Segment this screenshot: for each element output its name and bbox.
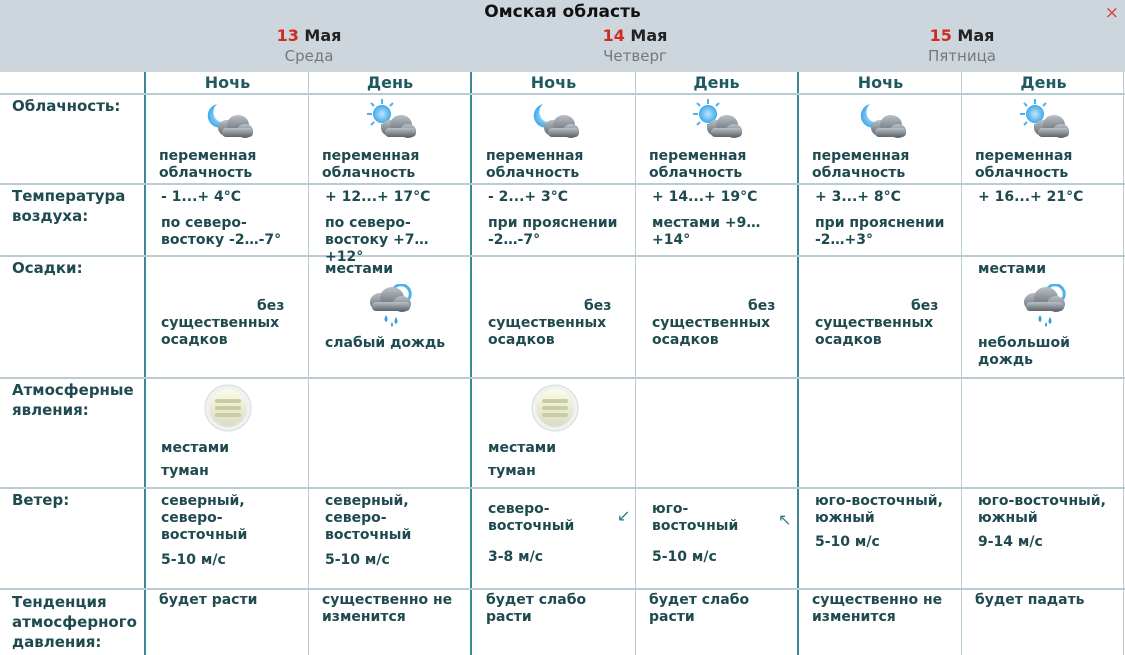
wind-speed: 5-10 м/с: [652, 549, 717, 565]
temperature-value: + 16...+ 21°C: [978, 189, 1084, 205]
wind-arrow-icon: ↙: [617, 506, 631, 525]
wind-direction: юго-восточный: [652, 501, 739, 534]
sun-cloud-icon: [366, 98, 418, 142]
pressure-tendency: будет расти: [159, 592, 258, 608]
wind-direction: северо-восточный: [488, 501, 575, 534]
wind-direction: юго-восточный, южный: [815, 493, 943, 526]
phenomena-value: туман: [161, 463, 209, 479]
precipitation-value: без существенных осадков: [161, 298, 285, 348]
day-month: Мая: [957, 26, 995, 45]
temperature-note: при прояснении -2…+3°: [815, 215, 945, 248]
day-header-3: [799, 26, 1125, 65]
temperature-value: - 1...+ 4°C: [161, 189, 242, 205]
period-label: Ночь: [204, 73, 251, 92]
phenomena-qualifier: местами: [161, 440, 230, 456]
precipitation-text: [161, 298, 287, 349]
period-label: Ночь: [857, 73, 904, 92]
cloudiness-text: переменная облачность: [812, 148, 910, 181]
wind-arrow-icon: ↖: [778, 510, 792, 529]
sun-cloud-icon: [692, 98, 744, 142]
pressure-tendency: существенно не изменится: [812, 592, 943, 625]
period-label: День: [1020, 73, 1067, 92]
cloudiness-text: переменная облачность: [322, 148, 420, 181]
pressure-tendency: будет слабо расти: [649, 592, 750, 625]
column-divider: [635, 72, 636, 655]
row-divider: [0, 183, 1125, 185]
period-row: [0, 72, 1125, 94]
pressure-tendency: будет падать: [975, 592, 1085, 608]
column-divider: [961, 72, 962, 655]
precipitation-value: без существенных осадков: [488, 298, 612, 348]
temperature-value: - 2...+ 3°C: [488, 189, 569, 205]
day-number: 14: [602, 26, 625, 45]
day-month: Мая: [630, 26, 668, 45]
fog-icon: [531, 384, 579, 432]
precipitation-text: [488, 298, 614, 349]
moon-cloud-icon: [529, 98, 581, 142]
forecast-header: [0, 0, 1125, 72]
moon-cloud-icon: [856, 98, 908, 142]
phenomena-qualifier: местами: [488, 440, 557, 456]
row-label-wind: Ветер:: [12, 491, 70, 509]
column-divider: [1123, 72, 1124, 655]
wind-speed: 5-10 м/с: [325, 552, 390, 568]
row-divider: [0, 377, 1125, 379]
row-divider: [0, 487, 1125, 489]
fog-icon: [204, 384, 252, 432]
pressure-tendency: будет слабо расти: [486, 592, 587, 625]
precipitation-value: без существенных осадков: [815, 298, 939, 348]
precipitation-text: [652, 298, 778, 349]
weekday: Пятница: [928, 47, 996, 65]
temperature-note: по северо-востоку +7…+12°: [325, 215, 429, 265]
rain-cloud-icon: [1018, 284, 1070, 328]
wind-speed: 5-10 м/с: [161, 552, 226, 568]
wind-direction: северный, северо-восточный: [325, 493, 412, 543]
row-label-temperature: Температура воздуха:: [12, 187, 126, 225]
precipitation-qualifier: местами: [325, 261, 394, 277]
temperature-note: по северо-востоку -2…-7°: [161, 215, 282, 248]
row-label-pressure: Тенденция атмосферного давления:: [12, 593, 137, 651]
day-number: 13: [276, 26, 299, 45]
row-label-precipitation: Осадки:: [12, 259, 83, 277]
rain-cloud-icon: [364, 284, 416, 328]
precipitation-value: небольшой дождь: [978, 335, 1070, 368]
region-title: Омская область: [484, 2, 641, 22]
day-header-1: [146, 26, 472, 65]
weekday: Среда: [284, 47, 334, 65]
temperature-note: при прояснении -2…-7°: [488, 215, 618, 248]
period-label: День: [366, 73, 414, 92]
row-divider: [0, 588, 1125, 590]
wind-speed: 3-8 м/с: [488, 549, 544, 565]
column-divider: [144, 72, 146, 655]
cloudiness-text: переменная облачность: [975, 148, 1073, 181]
period-label: Ночь: [530, 73, 577, 92]
phenomena-value: туман: [488, 463, 536, 479]
precipitation-text: [815, 298, 941, 349]
row-label-cloudiness: Облачность:: [12, 97, 121, 115]
wind-direction: юго-восточный, южный: [978, 493, 1106, 526]
temperature-value: + 14...+ 19°C: [652, 189, 758, 205]
precipitation-value: без существенных осадков: [652, 298, 776, 348]
day-number: 15: [929, 26, 952, 45]
moon-cloud-icon: [203, 98, 255, 142]
temperature-note: местами +9…+14°: [652, 215, 761, 248]
day-header-2: [472, 26, 798, 65]
wind-direction: северный, северо-восточный: [161, 493, 248, 543]
wind-speed: 5-10 м/с: [815, 534, 880, 550]
cloudiness-text: переменная облачность: [649, 148, 747, 181]
temperature-value: + 12...+ 17°C: [325, 189, 431, 205]
row-divider: [0, 93, 1125, 95]
cloudiness-text: переменная облачность: [486, 148, 584, 181]
close-icon[interactable]: ×: [1104, 3, 1119, 23]
column-divider: [797, 72, 799, 655]
weekday: Четверг: [603, 47, 667, 65]
day-month: Мая: [304, 26, 342, 45]
cloudiness-text: переменная облачность: [159, 148, 257, 181]
wind-speed: 9-14 м/с: [978, 534, 1043, 550]
precipitation-value: слабый дождь: [325, 335, 446, 351]
row-label-phenomena: Атмосферные явления:: [12, 381, 134, 419]
row-divider: [0, 255, 1125, 257]
pressure-tendency: существенно не изменится: [322, 592, 453, 625]
sun-cloud-icon: [1019, 98, 1071, 142]
precipitation-qualifier: местами: [978, 261, 1047, 277]
temperature-value: + 3...+ 8°C: [815, 189, 901, 205]
period-label: День: [693, 73, 740, 92]
